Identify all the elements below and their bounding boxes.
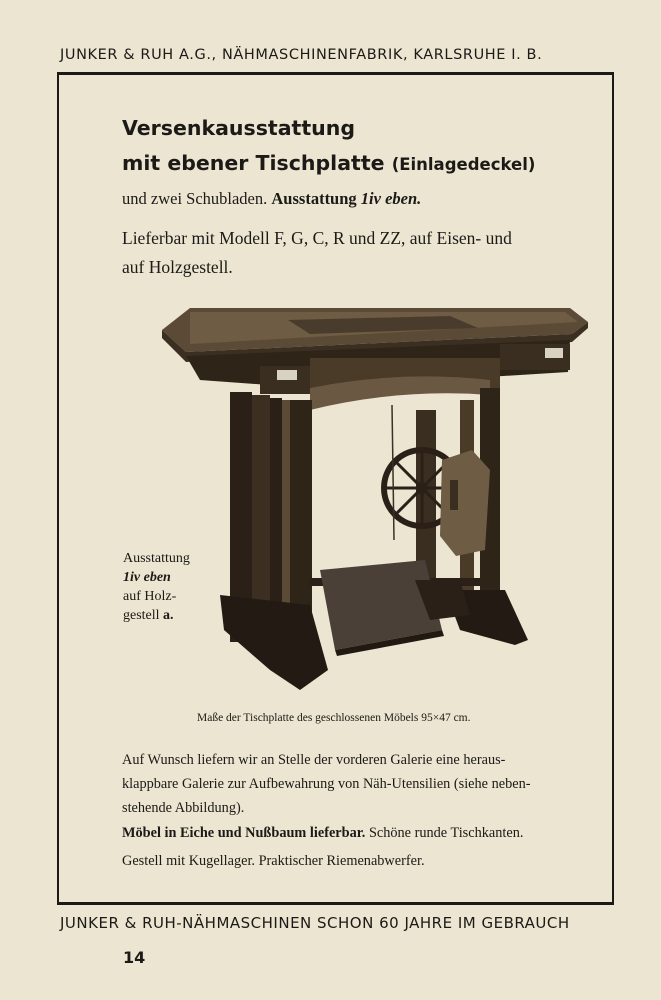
sewing-table-illustration [160,300,590,695]
title-line-2 [122,151,535,175]
caption-line: Ausstattung [123,551,190,566]
page-header: JUNKER & RUH A.G., NÄHMASCHINENFABRIK, KARLSRUHE I. B. [60,47,543,63]
body-line-4 [122,825,523,842]
body-line-3: stehende Abbildung). [122,800,245,816]
intro-model-code: 1iv eben. [360,189,422,208]
caption-variant: a. [163,608,174,623]
body-line-2: klappbare Galerie zur Aufbewahrung von Näh-Utensilien (siehe neben- [122,776,531,792]
title-line-2-paren: (Einlagedeckel) [391,155,536,174]
intro-line-2: Lieferbar mit Modell F, G, C, R und ZZ, auf Eisen- und [122,228,512,248]
caption-line: auf Holz- [123,589,177,604]
intro-line-1 [122,189,421,209]
caption-line: 1iv eben [123,570,171,585]
edges-note: Schöne runde Tischkanten. [368,825,524,841]
title-line-1: Versenkausstattung [122,116,356,140]
caption-text: gestell [123,608,160,623]
intro-ausstattung: Ausstattung [271,189,357,208]
body-line-1: Auf Wunsch liefern wir an Stelle der vorderen Galerie eine heraus- [122,752,506,768]
body-line-5: Gestell mit Kugellager. Praktischer Riemenabwerfer. [122,853,425,869]
dimensions-note: Maße der Tischplatte des geschlossenen Möbels 95×47 cm. [197,712,471,724]
intro-line-3: auf Holzgestell. [122,257,233,277]
page-number: 14 [123,948,146,967]
title-line-2-main: mit ebener Tischplatte [122,151,385,175]
page-footer: JUNKER & RUH-NÄHMASCHINEN SCHON 60 JAHRE IM GEBRAUCH [60,914,570,932]
material-note: Möbel in Eiche und Nußbaum lieferbar. [122,825,366,841]
intro-text: und zwei Schubladen. [122,189,268,208]
